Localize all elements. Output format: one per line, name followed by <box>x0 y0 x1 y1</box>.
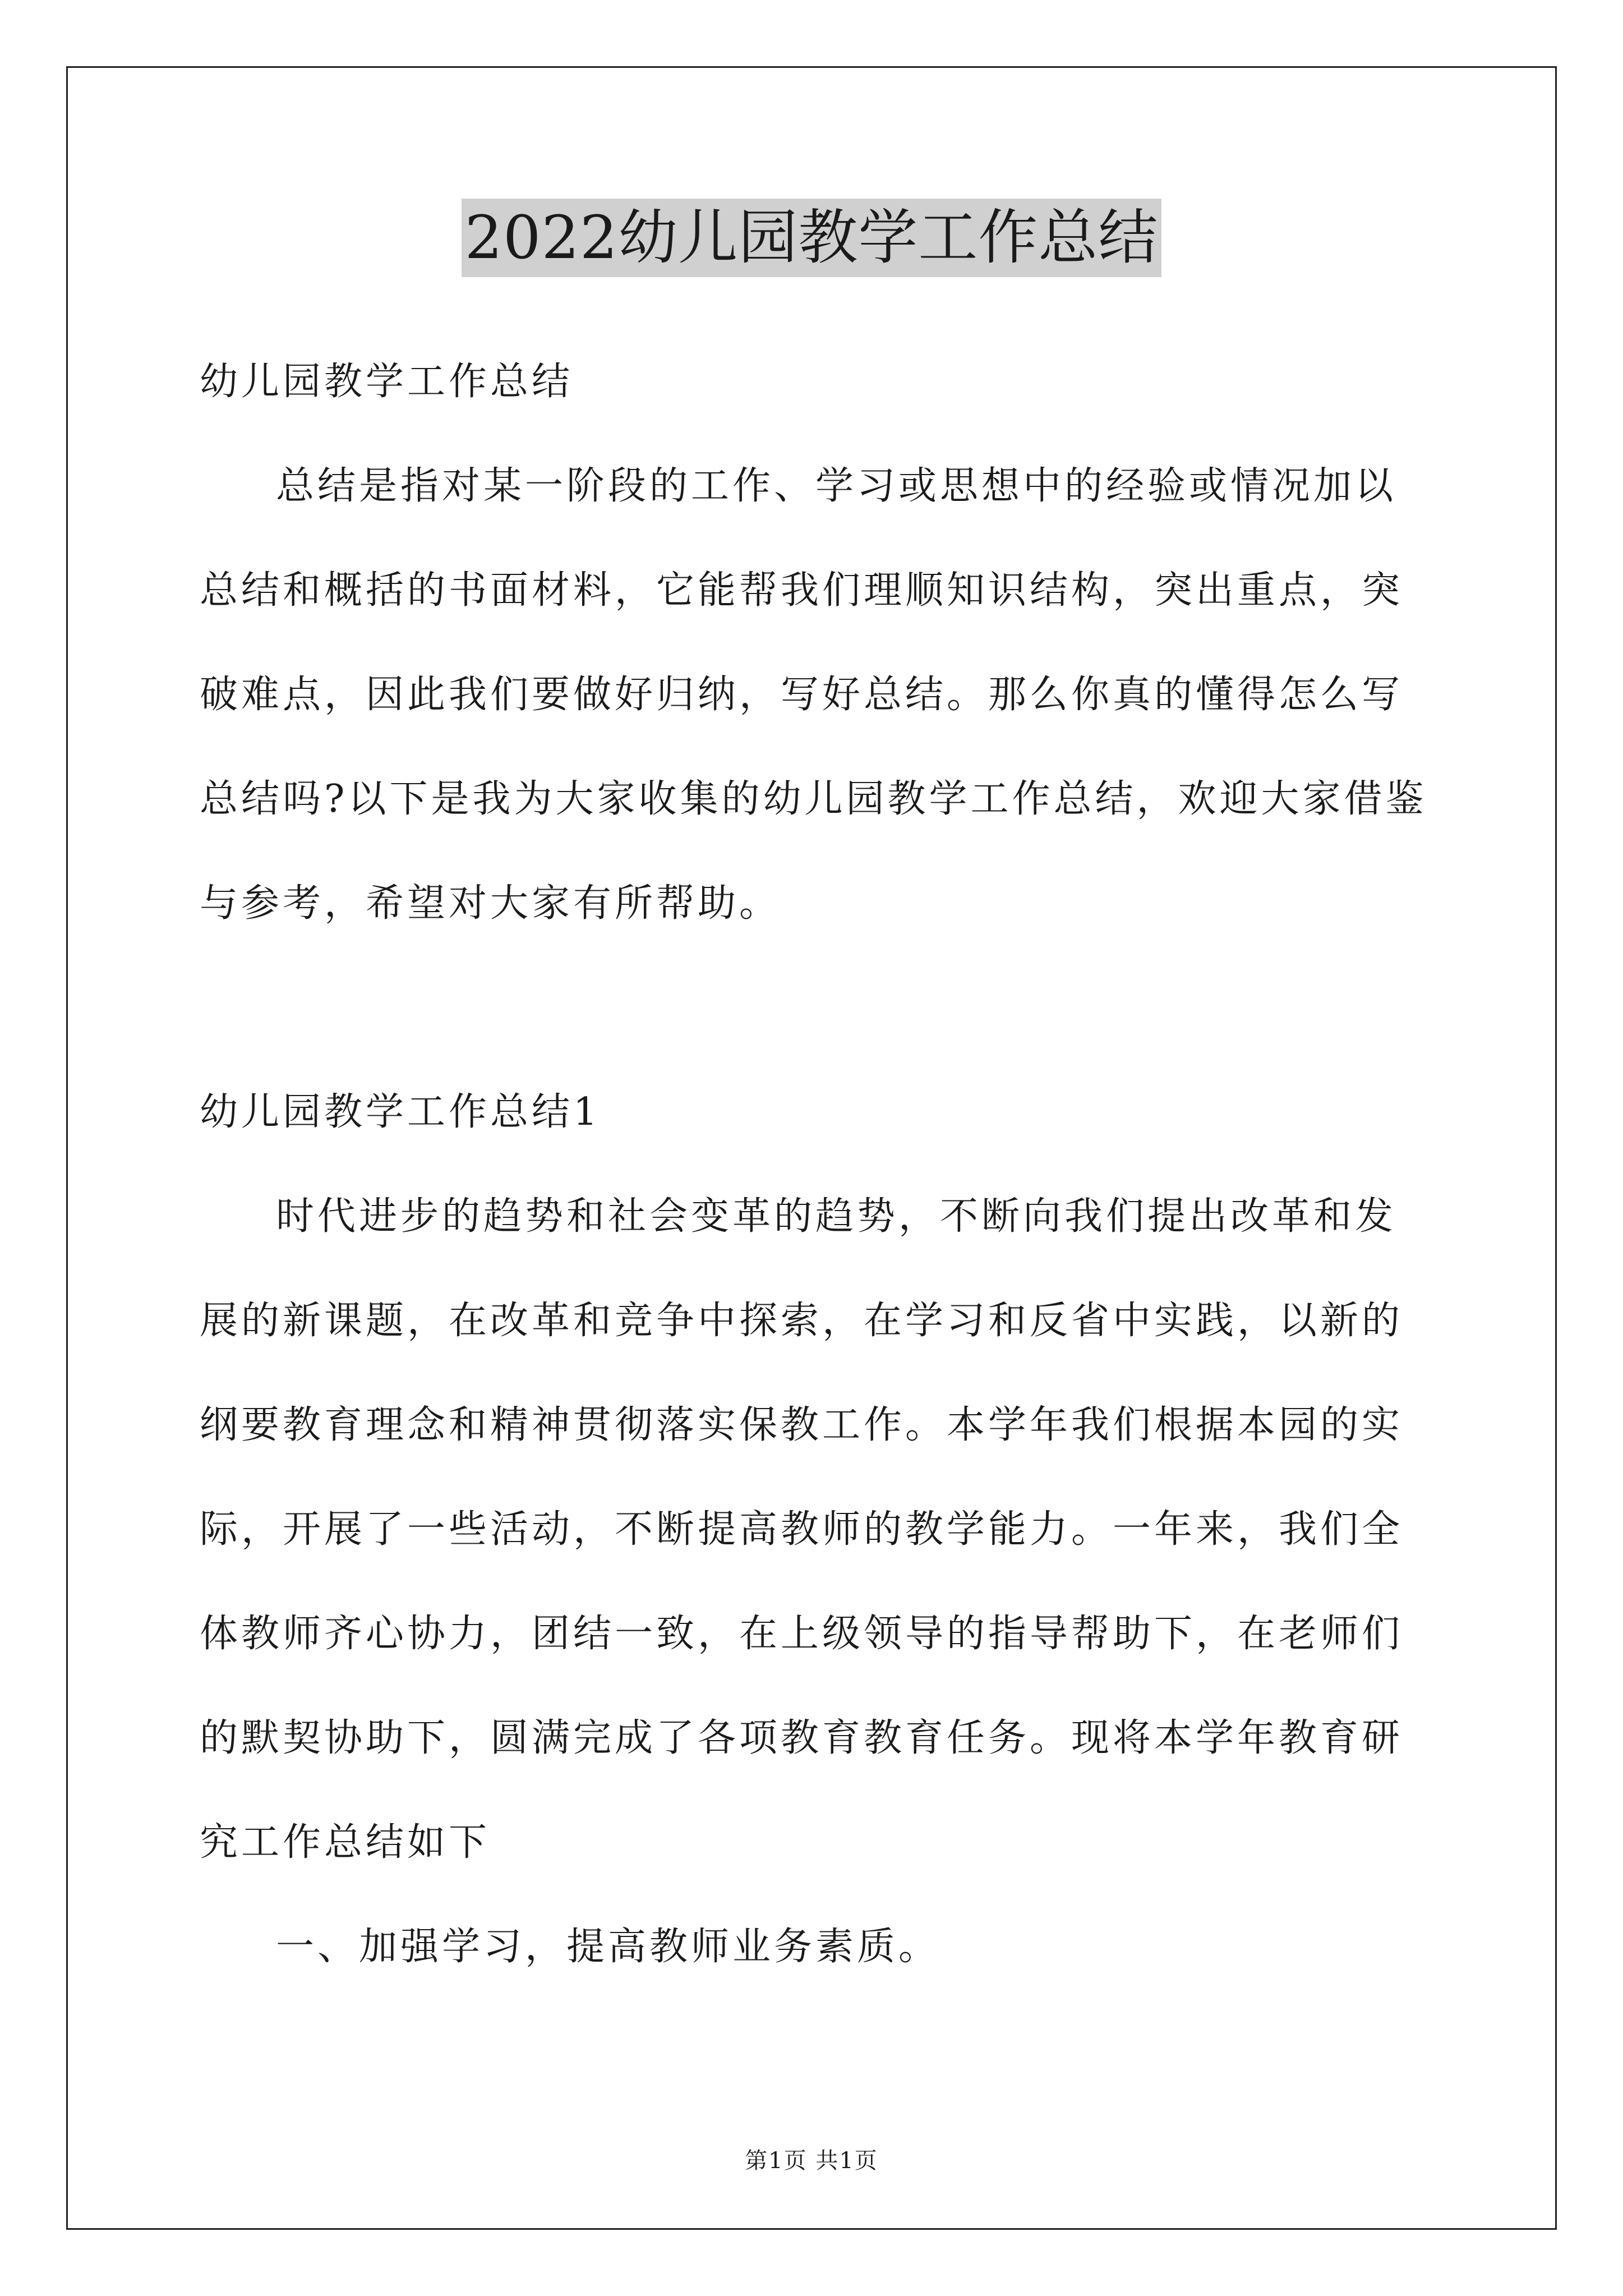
page-footer: 第1页 共1页 <box>745 2148 878 2174</box>
title-wrap <box>0 199 1623 277</box>
intro-paragraph: 总结是指对某一阶段的工作、学习或思想中的经验或情况加以总结和概括的书面材料，它能帮我们理顺知识结构，突出重点，突破难点，因此我们要做好归纳，写好总结。那么你真的懂得怎么写总结吗?以下是我为大家收集的幼儿园教学工作总结，欢迎大家借鉴与参考，希望对大家有所帮助。 <box>200 464 1427 926</box>
document-title: 2022幼儿园教学工作总结 <box>462 199 1162 277</box>
section-heading-1: 幼儿园教学工作总结1 <box>200 1090 601 1134</box>
document-body <box>200 330 1433 1999</box>
section-heading: 幼儿园教学工作总结 <box>200 360 574 404</box>
blank-line <box>200 956 1433 1060</box>
subsection-heading: 一、加强学习，提高教师业务素质。 <box>276 1925 940 1969</box>
body-paragraph: 时代进步的趋势和社会变革的趋势，不断向我们提出改革和发展的新课题，在改革和竞争中探索，在学习和反省中实践，以新的纲要教育理念和精神贯彻落实保教工作。本学年我们根据本园的实际，开展了一些活动，不断提高教师的教学能力。一年来，我们全体教师齐心协力，团结一致，在上级领导的指导帮助下，在老师们的默契协助下，圆满完成了各项教育教育任务。现将本学年教育研究工作总结如下 <box>200 1194 1404 1865</box>
